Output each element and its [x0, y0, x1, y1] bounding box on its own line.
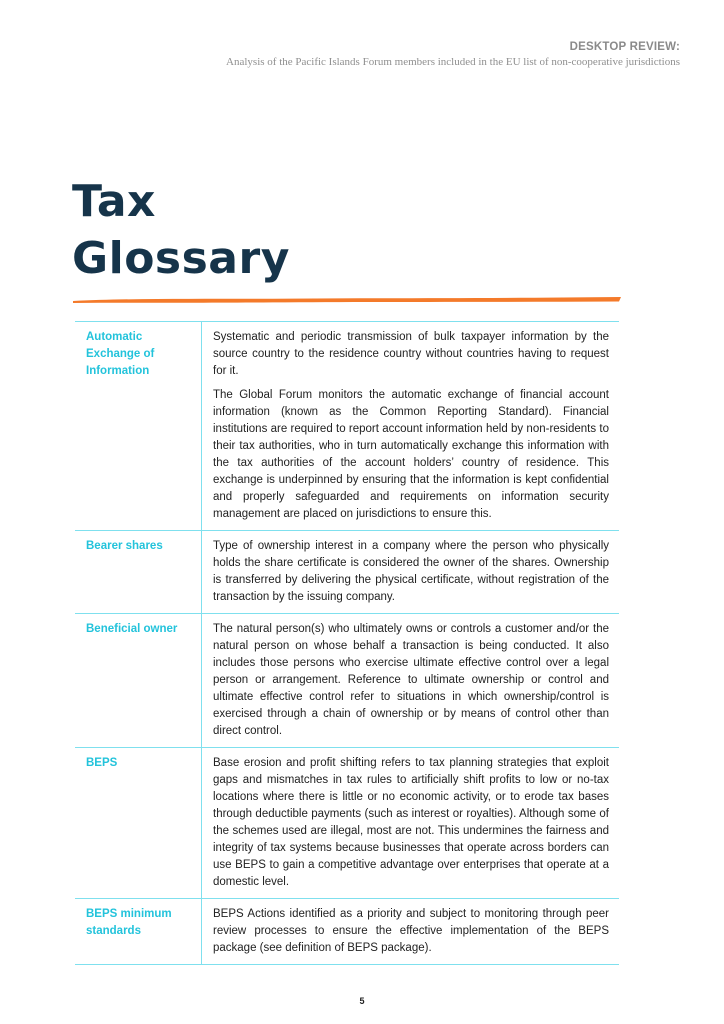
glossary-term: Beneficial owner	[75, 614, 202, 748]
glossary-term: Automatic Exchange of Information	[75, 322, 202, 531]
glossary-row	[75, 614, 619, 748]
definition-paragraph: Systematic and periodic transmission of bulk taxpayer information by the source country to the residence country without countries having to request for it.	[213, 331, 609, 377]
glossary-body	[75, 322, 619, 965]
glossary-term: BEPS	[75, 748, 202, 899]
definition-paragraph: Type of ownership interest in a company where the person who physically holds the share certificate is considered the owner of the shares. Ownership is transferred by delivering the physical certificate, without registration of the transaction by the issuing company.	[213, 540, 609, 603]
page-title-line-1: Tax	[72, 176, 156, 227]
page-title-line-2: Glossary	[72, 233, 290, 284]
glossary-term: BEPS minimum standards	[75, 899, 202, 965]
orange-brush-underline	[73, 296, 621, 304]
glossary-row	[75, 899, 619, 965]
glossary-definition	[202, 899, 620, 965]
glossary-definition	[202, 748, 620, 899]
glossary-term: Bearer shares	[75, 531, 202, 614]
header-title: DESKTOP REVIEW:	[569, 41, 680, 53]
glossary-table	[75, 321, 619, 965]
glossary-definition	[202, 614, 620, 748]
definition-paragraph: Base erosion and profit shifting refers to tax planning strategies that exploit gaps and mismatches in tax rules to artificially shift profits to low or no-tax locations where there is little or no economic activity, or to erode tax bases through deductible payments (such as interest or royalties). Although some of the schemes used are illegal, most are not. This undermines the fairness and integrity of tax systems because businesses that operate across borders can use BEPS to gain a competitive advantage over enterprises that operate at a domestic level.	[213, 757, 609, 888]
page-title	[72, 173, 290, 287]
header-subtitle: Analysis of the Pacific Islands Forum members included in the EU list of non-cooperative jurisdictions	[226, 56, 680, 68]
page-number: 5	[359, 996, 365, 1006]
glossary-row	[75, 748, 619, 899]
definition-paragraph: BEPS Actions identified as a priority and subject to monitoring through peer review processes to ensure the effective implementation of the BEPS package (see definition of BEPS package).	[213, 908, 609, 954]
definition-paragraph: The Global Forum monitors the automatic exchange of financial account information (known as the Common Reporting Standard). Financial institutions are required to report account information held by non-residents to their tax authorities, who in turn automatically exchange this information with the tax authorities of the account holders’ country of residence. This exchange is underpinned by ensuring that the information is kept confidential and properly safeguarded and requirements on information security management are placed on jurisdictions to ensure this.	[213, 389, 609, 520]
glossary-row	[75, 322, 619, 531]
definition-paragraph: The natural person(s) who ultimately owns or controls a customer and/or the natural person on whose behalf a transaction is being conducted. It also includes those persons who exercise ultimate effective control over a legal person or arrangement. Reference to ultimate ownership or control and ultimate effective control refer to situations in which ownership/control is exercised through a chain of ownership or by means of control other than direct control.	[213, 623, 609, 737]
glossary-definition	[202, 531, 620, 614]
glossary-row	[75, 531, 619, 614]
glossary-definition	[202, 322, 620, 531]
brush-stroke	[73, 297, 621, 303]
